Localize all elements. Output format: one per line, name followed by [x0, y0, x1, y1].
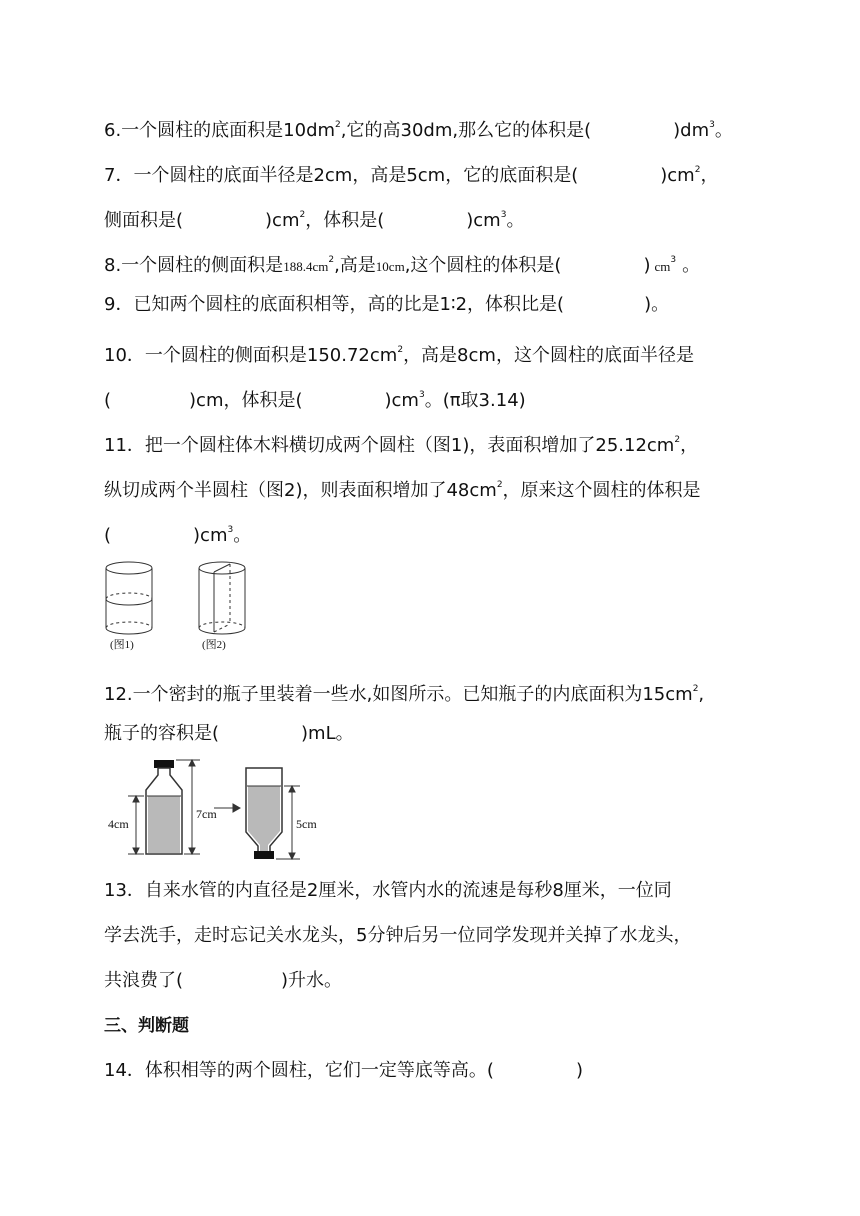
q11-text-l1a: 11．把一个圆柱体木料横切成两个圆柱（图1)，表面积增加了25.12cm: [104, 435, 675, 456]
q9-text-end: )。: [644, 294, 670, 315]
q6-sup-2: 3: [709, 120, 715, 130]
q7-text-l2e: 。: [506, 210, 525, 231]
q8-text-a: 8.一个圆柱的侧面积是: [104, 255, 284, 276]
q6-text-a: 6.一个圆柱的底面积是10dm: [104, 120, 336, 141]
water-height-label: 4cm: [108, 817, 129, 831]
q11-text-l2a: 纵切成两个半圆柱（图2)，则表面积增加了48cm: [104, 480, 497, 501]
inverted-bottle: [246, 768, 282, 859]
q8-sup-1: 2: [328, 255, 335, 265]
q11-text-l1b: ，: [680, 435, 699, 456]
q12-bottle-figure: [100, 758, 330, 864]
q10-text-l2d: 。(π取3.14): [424, 390, 526, 411]
question-13-line-2: 学去洗手，走时忘记关水龙头，5分钟后另一位同学发现并关掉了水龙头，: [104, 925, 692, 946]
question-11-line-1: [104, 428, 698, 458]
q13-text-l3a: 共浪费了(: [104, 970, 184, 991]
q7-sup-l2: 2: [299, 210, 306, 220]
question-10-line-2: [104, 383, 526, 413]
q11-cylinder-figure: [100, 556, 260, 656]
upright-bottle: [146, 760, 182, 854]
question-13-line-3: [104, 969, 342, 993]
q12-sup-l1: 2: [692, 684, 699, 694]
q9-text: 9．已知两个圆柱的底面积相等，高的比是1∶2，体积比是(: [104, 294, 565, 315]
q8-text-b: ,高是: [334, 255, 376, 276]
q12-text-l1b: ,: [698, 684, 705, 705]
q6-text-c: )dm: [673, 120, 710, 141]
q11-text-l2b: ，原来这个圆柱的体积是: [502, 480, 701, 501]
q7-text-l1a: 7．一个圆柱的底面半径是2cm，高是5cm，它的底面积是(: [104, 165, 579, 186]
q10-text-l2c: )cm: [384, 390, 419, 411]
q6-text-b: ,它的高30dm,那么它的体积是(: [340, 120, 592, 141]
q8-text-e: 。: [682, 255, 701, 276]
arrow-right: [214, 804, 240, 812]
q8-height-value: 10cm: [375, 259, 405, 274]
q10-text-l1b: ，高是8cm，这个圆柱的底面半径是: [403, 345, 694, 366]
q11-sup-l1: 2: [674, 435, 681, 445]
q12-text-l2a: 瓶子的容积是(: [104, 723, 220, 744]
q8-text-c: ,这个圆柱的体积是(: [404, 255, 562, 276]
q11-text-l3a: (: [104, 525, 112, 546]
q14-text-b: ): [575, 1060, 583, 1081]
q11-text-l3b: )cm: [193, 525, 228, 546]
q10-sup-l2: 3: [418, 390, 425, 400]
section-heading-judgement: 三、判断题: [104, 1016, 189, 1036]
q10-sup-l1: 2: [397, 345, 404, 355]
q8-sup-2: 3: [670, 255, 677, 265]
inverted-height-label: 5cm: [296, 817, 317, 831]
q10-text-l2b: )cm，体积是(: [189, 390, 303, 411]
question-7-line-1: [104, 158, 718, 188]
fig2-caption: (图2): [202, 639, 226, 651]
q10-text-l1a: 10．一个圆柱的侧面积是150.72cm: [104, 345, 398, 366]
q7-text-l2d: )cm: [466, 210, 501, 231]
water-height-dimension: [128, 796, 144, 854]
q13-text-l3b: )升水。: [281, 970, 343, 991]
q7-text-l1c: ，: [700, 165, 719, 186]
question-10-line-1: [104, 338, 694, 368]
q7-text-l1b: )cm: [660, 165, 695, 186]
question-9: [104, 293, 669, 317]
q7-sup-l1: 2: [694, 165, 701, 175]
q14-text-a: 14．体积相等的两个圆柱，它们一定等底等高。(: [104, 1060, 494, 1081]
question-8: [104, 248, 700, 279]
q11-sup-l2: 2: [496, 480, 503, 490]
q8-area-value: 188.4cm: [283, 259, 329, 274]
q7-text-l2a: 侧面积是(: [104, 210, 184, 231]
question-7-line-2: [104, 203, 524, 233]
question-11-line-2: [104, 473, 701, 503]
bottle-height-label: 7cm: [196, 807, 217, 821]
q8-text-d: ): [643, 255, 651, 276]
q11-sup-l3: 3: [227, 525, 234, 535]
question-12-line-2: [104, 722, 354, 746]
q6-sup-1: 2: [335, 120, 341, 130]
q6-text-d: 。: [714, 120, 733, 141]
question-6: [104, 113, 733, 143]
question-13-line-1: 13．自来水管的内直径是2厘米，水管内水的流速是每秒8厘米，一位同: [104, 880, 672, 901]
question-11-line-3: [104, 518, 251, 548]
fig1-caption: (图1): [110, 639, 134, 651]
question-14: [104, 1059, 583, 1083]
cylinder-figure-2: [199, 562, 245, 634]
cylinder-figure-1: [106, 562, 152, 634]
question-12-line-1: [104, 677, 704, 707]
q11-text-l3c: 。: [233, 525, 252, 546]
q7-text-l2c: ，体积是(: [305, 210, 385, 231]
q8-unit: cm: [654, 259, 671, 274]
q7-text-l2b: )cm: [265, 210, 300, 231]
q10-text-l2a: (: [104, 390, 112, 411]
q7-sup-l2-2: 3: [500, 210, 507, 220]
q12-text-l2b: )mL。: [301, 723, 354, 744]
q12-text-l1a: 12.一个密封的瓶子里装着一些水,如图所示。已知瓶子的内底面积为15cm: [104, 684, 693, 705]
